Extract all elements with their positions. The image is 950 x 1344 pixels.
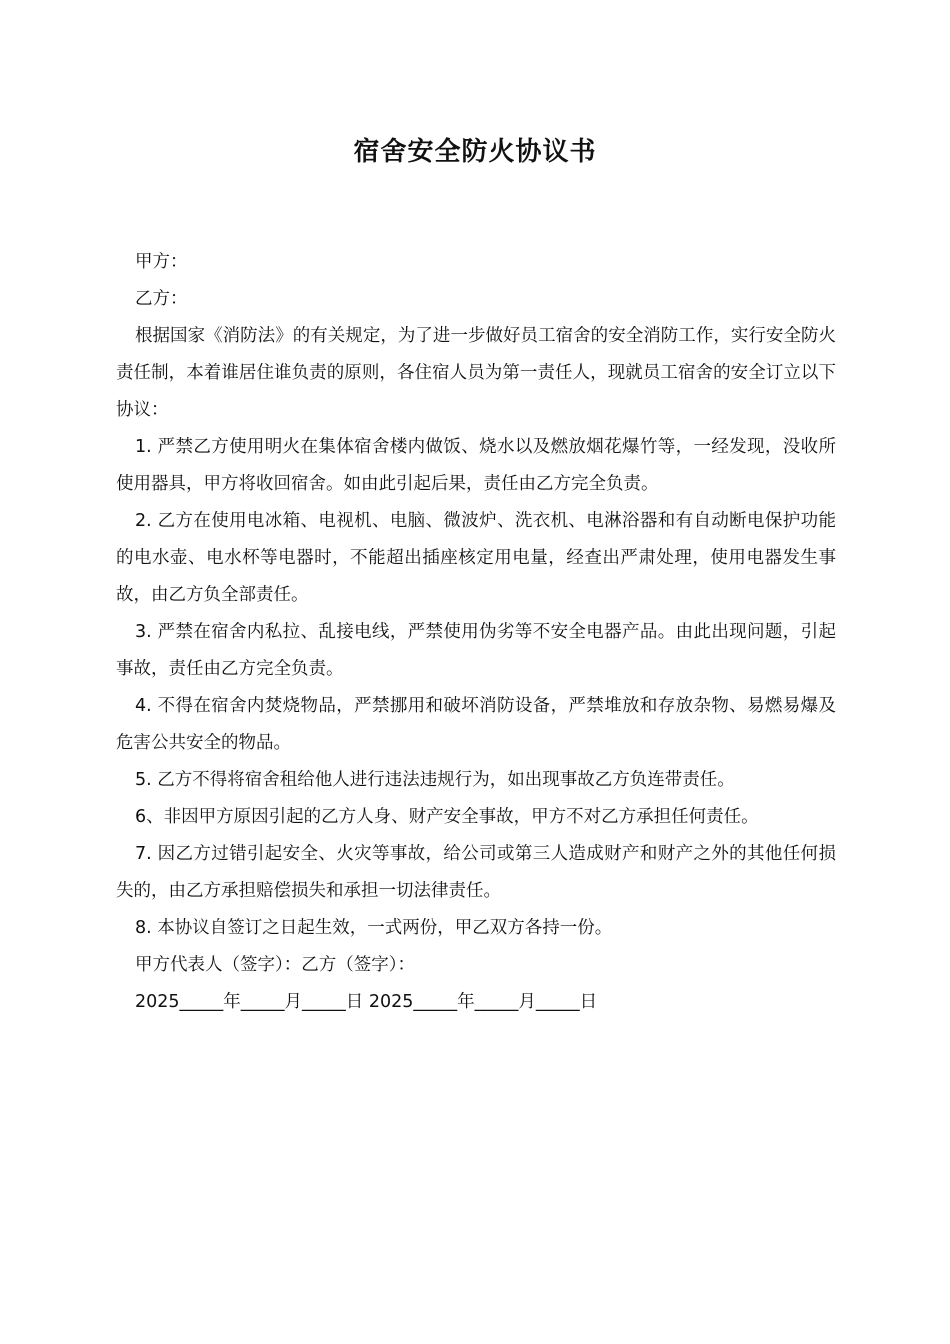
document-title: 宿舍安全防火协议书 — [353, 137, 597, 167]
clause-4: 4. 不得在宿舍内焚烧物品，严禁挪用和破坏消防设备，严禁堆放和存放杂物、易燃易爆及危害公共安全的物品。 — [116, 696, 836, 753]
party-a-field: 甲方： — [135, 252, 188, 272]
party-b-field: 乙方： — [135, 289, 188, 309]
clause-8: 8. 本协议自签订之日起生效，一式两份，甲乙双方各持一份。 — [135, 918, 613, 938]
clause-1: 1. 严禁乙方使用明火在集体宿舍楼内做饭、烧水以及燃放烟花爆竹等，一经发现，没收所使用器具，甲方将收回宿舍。如由此引起后果，责任由乙方完全负责。 — [116, 437, 836, 494]
document-body — [116, 244, 836, 1021]
intro-paragraph: 根据国家《消防法》的有关规定，为了进一步做好员工宿舍的安全消防工作，实行安全防火责任制，本着谁居住谁负责的原则，各住宿人员为第一责任人，现就员工宿舍的安全订立以下协议： — [116, 326, 836, 420]
signature-line: 甲方代表人（签字）：乙方（签字）： — [135, 955, 415, 975]
date-line: 2025_____年_____月_____日 2025_____年_____月_____日 — [135, 992, 598, 1012]
clause-7: 7. 因乙方过错引起安全、火灾等事故，给公司或第三人造成财产和财产之外的其他任何损失的，由乙方承担赔偿损失和承担一切法律责任。 — [116, 844, 836, 901]
clause-6: 6、非因甲方原因引起的乙方人身、财产安全事故，甲方不对乙方承担任何责任。 — [135, 807, 759, 827]
clause-3: 3. 严禁在宿舍内私拉、乱接电线，严禁使用伪劣等不安全电器产品。由此出现问题，引起事故，责任由乙方完全负责。 — [116, 622, 836, 679]
clause-5: 5. 乙方不得将宿舍租给他人进行违法违规行为，如出现事故乙方负连带责任。 — [135, 770, 735, 790]
clause-2: 2. 乙方在使用电冰箱、电视机、电脑、微波炉、洗衣机、电淋浴器和有自动断电保护功能的电水壶、电水杯等电器时，不能超出插座核定用电量，经查出严肃处理，使用电器发生事故，由乙方负全部责任。 — [116, 511, 836, 605]
